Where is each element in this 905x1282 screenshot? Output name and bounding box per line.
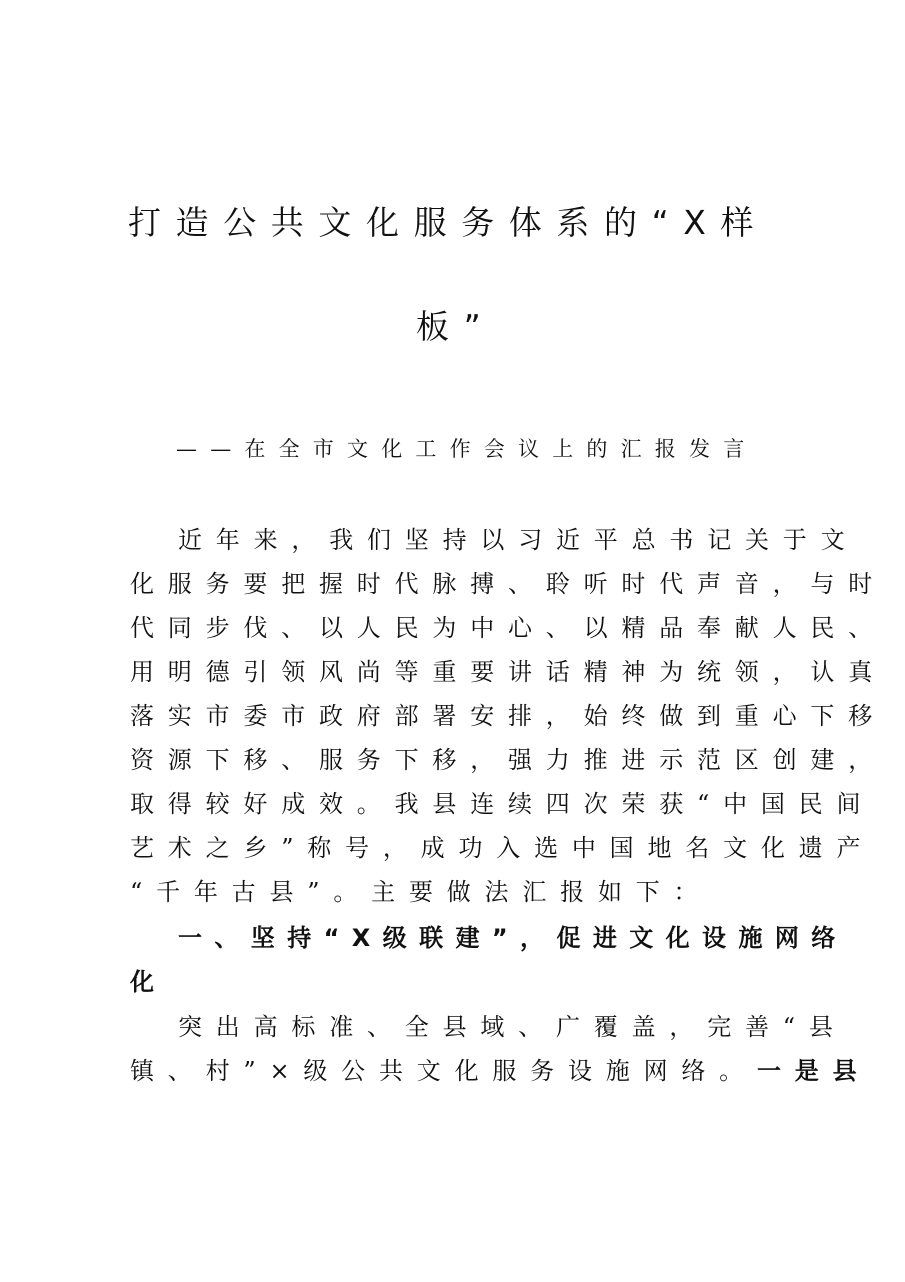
paragraph-line	[130, 1056, 870, 1086]
document-subtitle: ——在全市文化工作会议上的汇报发言	[176, 437, 758, 461]
paragraph-line: 艺术之乡”称号，成功入选中国地名文化遗产	[130, 834, 875, 862]
paragraph-text: 镇、村”×级公共文化服务设施网络。	[130, 1057, 757, 1085]
paragraph-line: 化服务要把握时代脉搏、聆听时代声音，与时	[130, 570, 886, 598]
paragraph-line: 代同步伐、以人民为中心、以精品奉献人民、	[130, 614, 886, 642]
paragraph-line: 用明德引领风尚等重要讲话精神为统领，认真	[130, 658, 886, 686]
document-title-line-1: 打造公共文化服务体系的“X样	[128, 203, 769, 242]
document-title-line-2: 板”	[416, 307, 496, 346]
paragraph-line: “千年古县”。主要做法汇报如下：	[130, 878, 712, 906]
bold-lead-phrase: 一是县	[756, 1057, 871, 1085]
paragraph-line: 突出高标准、全县域、广覆盖，完善“县	[178, 1013, 847, 1041]
section-heading-line-1: 一、坚持“X级联建”，促进文化设施网络	[178, 924, 848, 952]
paragraph-line: 落实市委市政府部署安排，始终做到重心下移	[130, 702, 886, 730]
paragraph-line: 近年来，我们坚持以习近平总书记关于文	[178, 526, 859, 554]
paragraph-line: 取得较好成效。我县连续四次荣获“中国民间	[130, 790, 875, 818]
section-heading-line-2: 化	[130, 968, 167, 996]
paragraph-line: 资源下移、服务下移，强力推进示范区创建，	[130, 746, 886, 774]
